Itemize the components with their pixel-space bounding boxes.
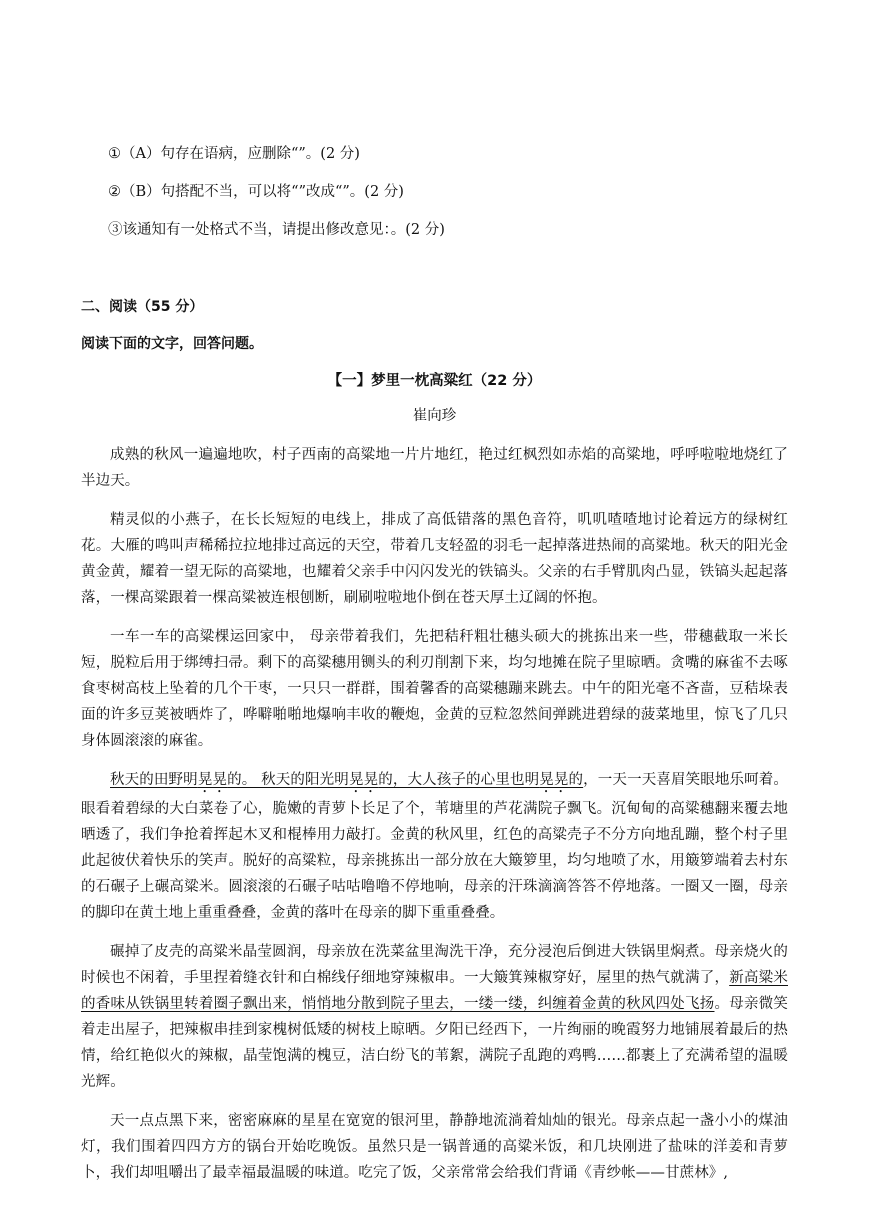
emphasis-word: 晃晃: [197, 772, 228, 788]
paragraph-2: 精灵似的小燕子，在长长短短的电线上，排成了高低错落的黑色音符，叽叽喳喳地讨论着远方的绿树红花。大雁的鸣叫声稀稀拉拉地排过高远的天空，带着几支轻盈的羽毛一起掉落进热闹的高粱地。秋天的阳光金黄金黄，耀着一望无际的高粱地，也耀着父亲手中闪闪发光的铁镐头。父亲的右手臂肌肉凸显，铁镐头起起落落，一棵高粱跟着一棵高粱被连根刨断，刷刷啦啦地仆倒在苍天厚土辽阔的怀抱。: [81, 512, 788, 606]
emphasis-word: 晃晃: [539, 772, 569, 788]
paragraph-4: 秋天的田野明晃晃的。 秋天的阳光明晃晃的，大人孩子的心里也明晃晃的，一天一天喜眉笑眼地乐呵着。眼看着碧绿的大白菜卷了心，脆嫩的青萝卜长足了个，苇塘里的芦花满院子飘飞。沉甸甸的高粱穗翻来覆去地晒透了，我们争抢着挥起木叉和棍棒用力敲打。金黄的秋风里，红色的高粱壳子不分方向地乱蹦，整个村子里此起彼伏着快乐的笑声。脱好的高粱粒，母亲挑拣出一部分放在大簸箩里，均匀地喷了水，用簸箩端着去村东的石碾子上碾高粱米。圆滚滚的石碾子咕咕噜噜不停地响，母亲的汗珠滴滴答答不停地落。一圈又一圈，母亲的脚印在黄土地上重重叠叠，金黄的落叶在母亲的脚下重重叠叠。: [81, 772, 789, 921]
reading-instruction: 阅读下面的文字，回答问题。: [81, 336, 263, 352]
paragraph-5: 碾掉了皮壳的高粱米晶莹圆润，母亲放在洗菜盆里淘洗干净，充分浸泡后倒进大铁锅里焖煮。母亲烧火的时候也不闲着，手里捏着缝衣针和白棉线仔细地穿辣椒串。一大簸箕辣椒穿好，屋里的热气就满了，新高粱米的香味从铁锅里转着圈子飘出来，悄悄地分散到院子里去，一缕一缕，纠缠着金黄的秋风四处飞扬。母亲微笑着走出屋子，把辣椒串挂到家槐树低矮的树枝上晾晒。夕阳已经西下，一片绚丽的晚霞努力地铺展着最后的热情，给红艳似火的辣椒，晶莹饱满的槐豆，洁白纷飞的苇絮，满院子乱跑的鸡鸭……都裹上了充满希望的温暖光辉。: [81, 944, 789, 1090]
article-body: [81, 442, 788, 1199]
question-3: ③该通知有一处格式不当，请提出修改意见：。(2 分): [108, 222, 445, 238]
question-1: ①（A）句存在语病，应删除“”。(2 分): [108, 146, 360, 162]
paragraph-3: 一车一车的高粱棵运回家中， 母亲带着我们，先把秸秆粗壮穗头硕大的挑拣出来一些，带穗截取一米长短，脱粒后用于绑缚扫帚。剩下的高粱穗用铡头的利刃削割下来，均匀地摊在院子里晾晒。贪嘴的麻雀不去啄食枣树高枝上坠着的几个干枣，一只只一群群，围着馨香的高粱穗蹦来跳去。中午的阳光毫不吝啬，豆秸垛表面的许多豆荚被晒炸了，哗噼啪啪地爆响丰收的鞭炮，金黄的豆粒忽然间弹跳进碧绿的菠菜地里，惊飞了几只身体圆滚滚的麻雀。: [81, 629, 788, 749]
question-2: ②（B）句搭配不当，可以将“”改成“”。(2 分): [108, 184, 404, 200]
article-author: 崔向珍: [412, 408, 457, 424]
emphasis-word: 晃晃: [348, 772, 379, 788]
underlined-sentence: 秋天的田野明晃晃的。 秋天的阳光明晃晃的，大人孩子的心里也明晃晃的: [110, 772, 584, 788]
paragraph-1: 成熟的秋风一遍遍地吹，村子西南的高粱地一片片地红，艳过红枫烈如赤焰的高粱地，呼呼啦啦地烧红了半边天。: [81, 447, 788, 489]
paragraph-6: 天一点点黑下来，密密麻麻的星星在宽宽的银河里，静静地流淌着灿灿的银光。母亲点起一盏小小的煤油灯，我们围着四四方方的锅台开始吃晚饭。虽然只是一锅普通的高粱米饭，和几块刚进了盐味的洋姜和青萝卜，我们却咀嚼出了最幸福最温暖的味道。吃完了饭，父亲常常会给我们背诵《青纱帐——甘蔗林》,: [81, 1113, 788, 1181]
underlined-sentence: 新高粱米的香味从铁锅里转着圈子飘出来，悄悄地分散到院子里去，一缕一缕，纠缠着金黄的秋风四处飞扬: [81, 970, 788, 1012]
section-heading: 二、阅读（55 分）: [81, 299, 204, 315]
article-title: 【一】梦里一枕高粱红（22 分）: [327, 373, 542, 389]
